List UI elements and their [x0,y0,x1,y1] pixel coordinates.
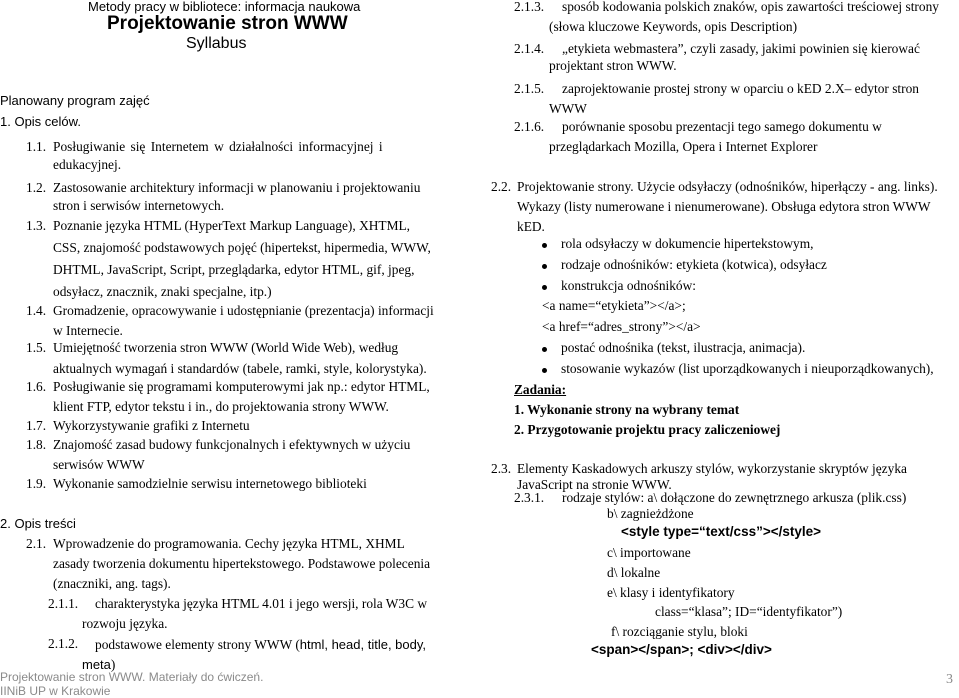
item-text: Znajomość zasad budowy funkcjonalnych i efektywnych w użyciu [53,437,411,452]
style-type: b\ zagnieżdżone [607,506,694,521]
item-text: sposób kodowania polskich znaków, opis zawartości treściowej strony [562,0,939,14]
item-text: DHTML, JavaScript, Script, przeglądarka, edytor HTML, gif, jpeg, [53,262,415,277]
item-text: Posługiwanie się programami komputerowymi jak np.: edytor HTML, [53,379,430,394]
item-text: rozwoju języka. [82,616,168,631]
list-item: rodzaje odnośników: etykieta (kotwica), odsyłacz [561,257,827,272]
item-number: 2.1.3. [514,0,545,14]
item-text: porównanie sposobu prezentacji tego samego dokumentu w [562,119,882,134]
item-number: 1.9. [26,476,47,491]
item-text: JavaScript na stronie WWW. [517,477,672,492]
code-example: class=“klasa”; ID=“identyfikator”) [655,604,843,619]
item-text: Umiejętność tworzenia stron WWW (World Wide Web), według [53,340,399,355]
item-number: 2.2. [491,179,512,194]
item-number: 1.5. [26,340,47,355]
code-example: <style type=“text/css”></style> [621,524,822,539]
list-item: konstrukcja odnośników: [561,278,697,293]
item-number: 2.1.4. [514,41,545,56]
item-text: odsyłacz, znacznik, znaki specjalne, itp.) [53,284,272,299]
code-example: <a href=“adres_strony”></a> [542,319,701,334]
tasks-heading: Zadania: [514,382,567,397]
item-number: 2.3. [491,461,512,476]
item-text: Wykazy (listy numerowane i nienumerowane). Obsługa edytora stron WWW [517,199,931,214]
bullet-icon [542,368,547,373]
item-number: 2.1. [26,536,47,551]
item-text: Zastosowanie architektury informacji w planowaniu i projektowaniu [53,180,421,195]
item-text: Elementy Kaskadowych arkuszy stylów, wykorzystanie skryptów języka [517,461,907,476]
item-text: Poznanie języka HTML (HyperText Markup Language), XHTML, [53,218,411,233]
item-text: przeglądarkach Mozilla, Opera i Internet Explorer [549,139,818,154]
item-text: zaprojektowanie prostej strony w oparciu o kED 2.X– edytor stron [562,81,919,96]
section-1-title: 1. Opis celów. [0,114,81,129]
item-text: Wprowadzenie do programowania. Cechy języka HTML, XHML [53,536,405,551]
item-number: 1.6. [26,379,47,394]
item-number: 2.1.1. [48,596,79,611]
item-text: w Internecie. [53,323,123,338]
item-text: „etykieta webmastera”, czyli zasady, jakimi powinien się kierować [562,41,920,56]
style-type: c\ importowane [607,545,691,560]
item-text [95,636,426,654]
task-item: 2. Przygotowanie projektu pracy zaliczeniowej [514,422,781,437]
item-number: 2.1.5. [514,81,545,96]
item-text: CSS, znajomość podstawowych pojęć (hipertekst, hipermedia, WWW, [53,240,431,255]
style-type: e\ klasy i identyfikatory [607,585,735,600]
list-item: rola odsyłaczy w dokumencie hipertekstowym, [561,236,814,251]
item-number: 1.4. [26,303,47,318]
item-number: 2.1.2. [48,636,79,651]
header-line: Metody pracy w bibliotece: informacja naukowa [88,0,361,14]
bullet-icon [542,347,547,352]
item-number: 1.2. [26,180,47,195]
item-number: 1.7. [26,418,47,433]
document-title: Projektowanie stron WWW [107,13,348,34]
item-text-part: podstawowe elementy strony WWW ( [95,637,300,652]
item-text: kED. [517,219,545,234]
item-number: 1.3. [26,218,47,233]
style-type: f\ rozciąganie stylu, bloki [611,624,748,639]
document-subtitle: Syllabus [186,35,247,52]
item-text: aktualnych wymagań i standardów (tabele, ramki, style, kolorystyka). [53,361,427,376]
item-text-part: meta [82,657,111,672]
code-example: <span></span>; <div></div> [591,642,772,657]
item-text: projektant stron WWW. [549,58,677,73]
item-text: Wykonanie samodzielnie serwisu internetowego biblioteki [53,476,367,491]
section-2-title: 2. Opis treści [0,516,76,531]
list-item: stosowanie wykazów (list uporządkowanych i nieuporządkowanych), [561,361,934,376]
item-text: charakterystyka języka HTML 4.01 i jego wersji, rola W3C w [95,596,428,611]
footer-line: Projektowanie stron WWW. Materiały do ćwiczeń. [0,670,264,684]
task-item: 1. Wykonanie strony na wybrany temat [514,402,740,417]
program-heading: Planowany program zajęć [0,93,150,108]
item-text: Gromadzenie, opracowywanie i udostępnianie (prezentacja) informacji [53,303,434,318]
item-text: (znaczniki, ang. tags). [53,576,171,591]
item-text: stron i serwisów internetowych. [53,198,225,213]
bullet-icon [542,243,547,248]
list-item: postać odnośnika (tekst, ilustracja, animacja). [561,340,806,355]
item-text: klient FTP, edytor tekstu i in., do projektowania strony WWW. [53,399,389,414]
footer-line: IINiB UP w Krakowie [0,684,111,698]
item-text: rodzaje stylów: a\ dołączone do zewnętrznego arkusza (plik.css) [562,490,907,505]
style-type: d\ lokalne [607,565,661,580]
item-text: serwisów WWW [53,457,145,472]
item-text: Wykorzystywanie grafiki z Internetu [53,418,250,433]
item-number: 1.1. [26,139,47,154]
bullet-icon [542,264,547,269]
item-text: WWW [549,101,587,116]
item-number: 2.1.6. [514,119,545,134]
item-text: (słowa kluczowe Keywords, opis Description) [549,19,798,34]
item-text: Posługiwanie się Internetem w działalności informacyjnej i [53,139,383,154]
bullet-icon [542,285,547,290]
item-text: edukacyjnej. [53,157,122,172]
code-example: <a name=“etykieta”></a>; [542,298,686,313]
item-number: 2.3.1. [514,490,545,505]
item-text-part: ) [110,657,116,672]
item-text-part: html, head, title, body, [299,637,426,652]
item-number: 1.8. [26,437,47,452]
item-text: zasady tworzenia dokumentu hipertekstowego. Podstawowe polecenia [53,556,431,571]
item-text: Projektowanie strony. Użycie odsyłaczy (odnośników, hiperłączy - ang. links). [517,179,938,194]
page-number: 3 [946,672,953,687]
